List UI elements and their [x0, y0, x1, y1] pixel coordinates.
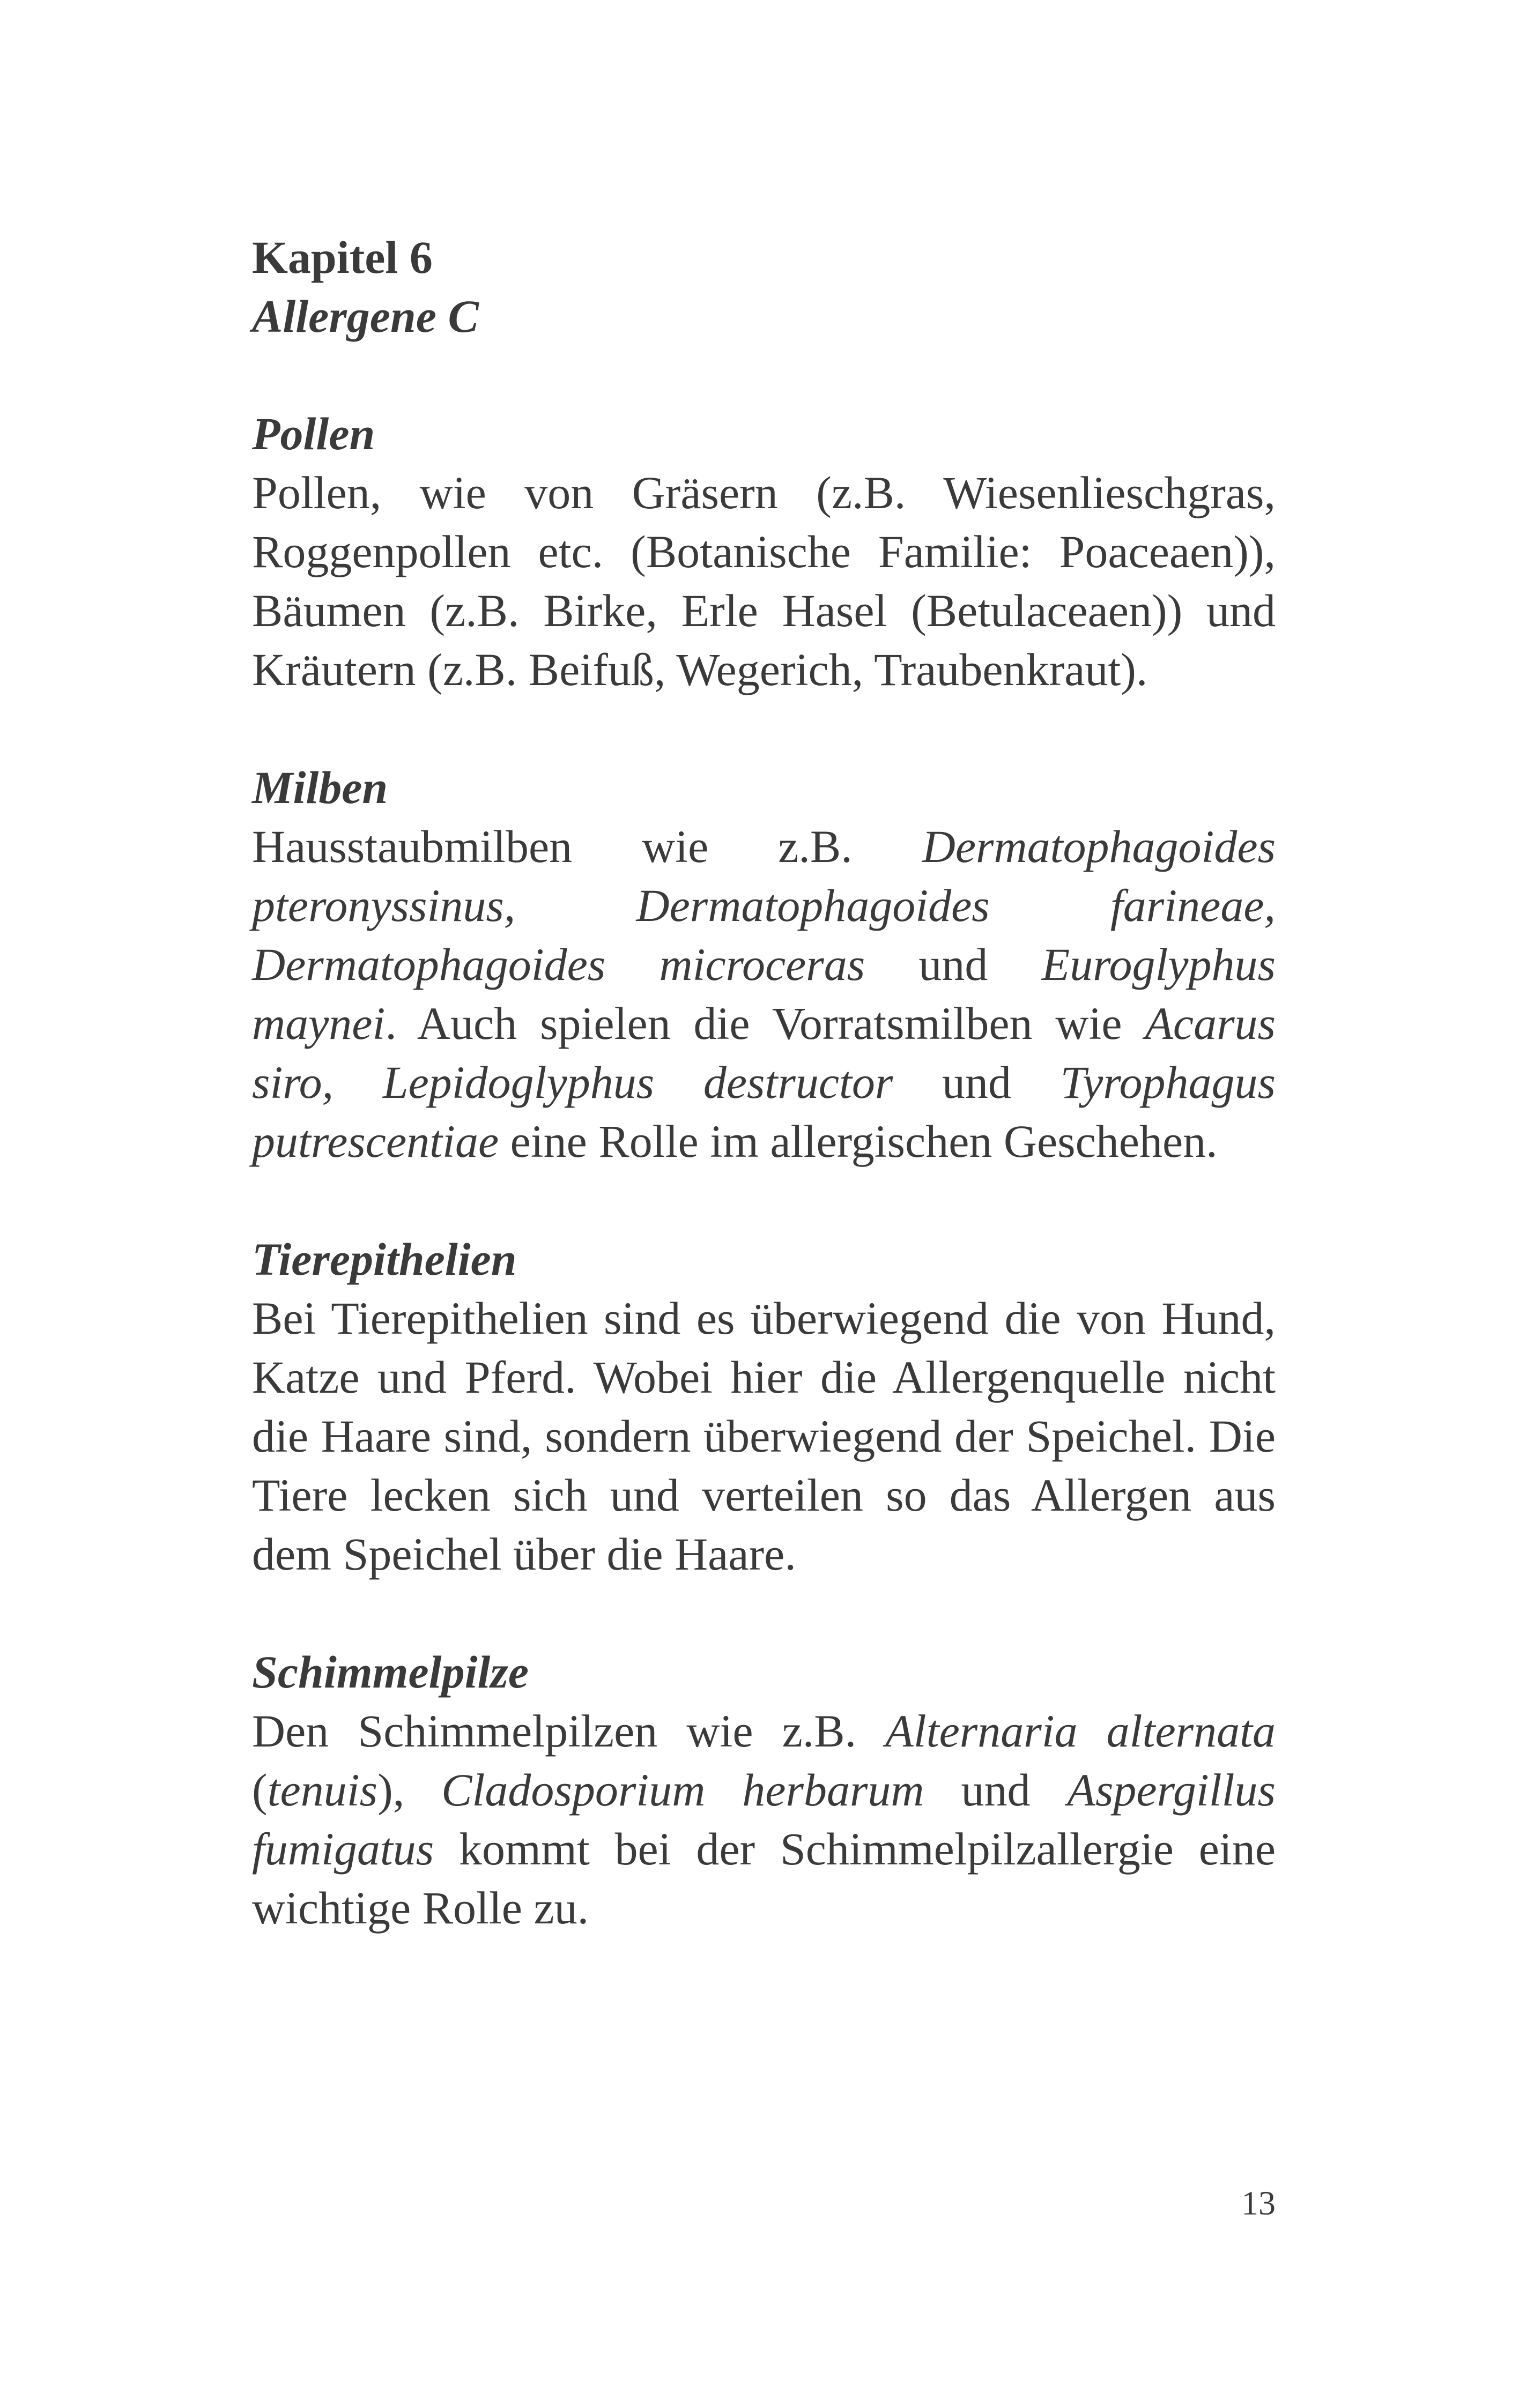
text-run: Bei Tierepithelien sind es überwiegend die von Hund, Katze und Pferd. Wobei hier die Allergenquelle nicht die Haare sind, sondern überwiegend der Speichel. Die Tiere lecken sich und verteilen so das Allergen aus dem Speichel über die Haare.	[252, 1292, 1276, 1580]
text-run: und	[924, 1764, 1068, 1816]
section-body	[252, 463, 1276, 699]
text-run: (	[252, 1764, 268, 1816]
section-tierepithelien	[252, 1230, 1276, 1584]
text-run: und	[893, 1057, 1061, 1108]
italic-text-run: Acarus siro, Lepidoglyphus destructor	[252, 998, 1276, 1108]
section-title: Tierepithelien	[252, 1233, 517, 1285]
section-milben	[252, 758, 1276, 1171]
page-content	[252, 228, 1276, 1996]
section-pollen	[252, 404, 1276, 699]
text-run: Den Schimmelpilzen wie z.B.	[252, 1705, 886, 1757]
text-run: Pollen, wie von Gräsern (z.B. Wiesenlieschgras, Roggenpollen etc. (Botanische Familie: Poaceaen)), Bäumen (z.B. Birke, Erle Hasel (Betulaceaen)) und Kräutern (z.B. Beifuß, Wegerich, Traubenkraut).	[252, 467, 1276, 695]
section-body	[252, 1289, 1276, 1584]
italic-text-run: Euroglyphus maynei	[252, 939, 1276, 1049]
section-title: Schimmelpilze	[252, 1646, 529, 1698]
section-body	[252, 817, 1276, 1171]
italic-text-run: Cladosporium herbarum	[441, 1764, 924, 1816]
section-schimmelpilze	[252, 1643, 1276, 1937]
italic-text-run: Dermatophagoides pteronyssinus, Dermatophagoides farineae, Dermatophagoides microceras	[252, 821, 1276, 990]
section-title: Pollen	[252, 408, 375, 459]
italic-text-run: Tyrophagus putrescentiae	[252, 1057, 1276, 1167]
section-title: Milben	[252, 762, 388, 813]
sections-container	[252, 404, 1276, 1937]
chapter-number: Kapitel 6	[252, 232, 433, 283]
text-run: . Auch spielen die Vorratsmilben wie	[385, 998, 1145, 1049]
heading-spacer	[252, 346, 1276, 404]
text-run: und	[865, 939, 1042, 990]
italic-text-run: Aspergillus fumigatus	[252, 1764, 1276, 1875]
chapter-title: Allergene C	[252, 291, 479, 342]
italic-text-run: Alternaria alternata	[885, 1705, 1276, 1757]
text-run: eine Rolle im allergischen Geschehen.	[499, 1116, 1218, 1167]
page-number: 13	[1241, 2184, 1276, 2222]
text-run: Hausstaubmilben wie z.B.	[252, 821, 922, 872]
text-run: ),	[377, 1764, 442, 1816]
italic-text-run: tenuis	[267, 1764, 378, 1816]
text-run: kommt bei der Schimmelpilzallergie eine wichtige Rolle zu.	[252, 1823, 1276, 1934]
section-body	[252, 1701, 1276, 1937]
